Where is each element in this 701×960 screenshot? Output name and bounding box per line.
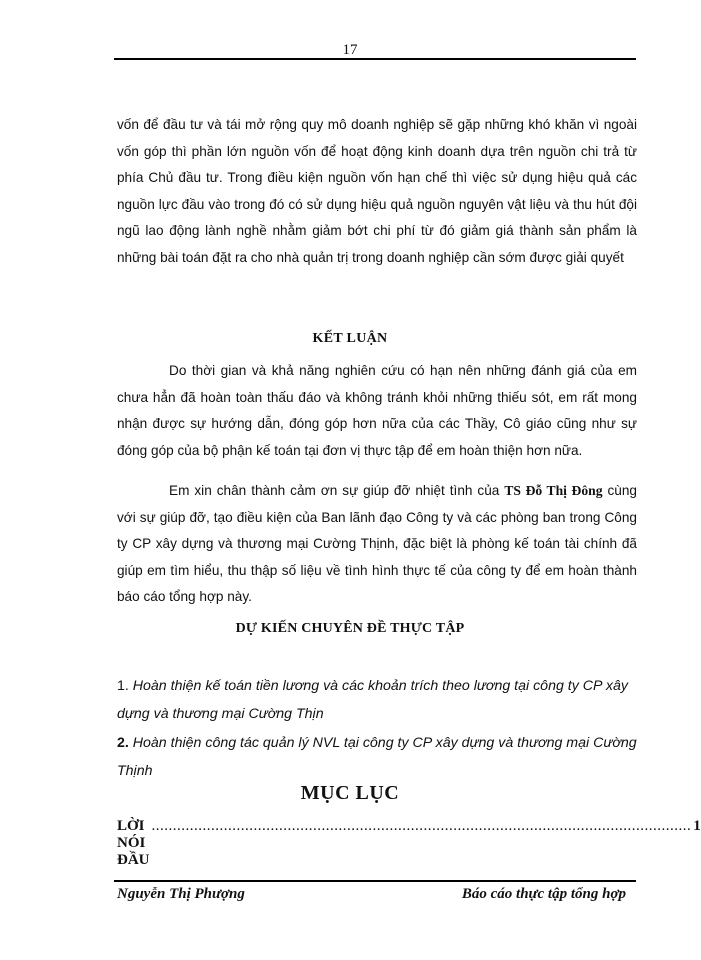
topic-title: Hoàn thiện kế toán tiền lương và các khoản trích theo lương tại công ty CP xây dựng và thương mại Cường Thịn xyxy=(117,678,628,722)
footer-rule xyxy=(114,880,636,882)
supervisor-name: TS Đỗ Thị Đông xyxy=(504,483,603,498)
topic-title: Hoàn thiện công tác quản lý NVL tại công ty CP xây dựng và thương mại Cường Thịnh xyxy=(117,735,637,779)
header-rule xyxy=(114,58,636,60)
footer-author: Nguyễn Thị Phượng xyxy=(117,886,245,902)
toc-page: 1 xyxy=(693,818,701,834)
toc-leader-dots: ............................................................................................................................... xyxy=(151,818,692,834)
topic-item-1 xyxy=(117,672,637,728)
paragraph-conclusion-2 xyxy=(117,478,637,611)
footer-report-type: Báo cáo thực tập tổng hợp xyxy=(461,886,626,902)
thanks-text-before: Em xin chân thành cảm ơn sự giúp đỡ nhiệt tình của xyxy=(169,483,505,498)
paragraph-continuation: vốn để đầu tư và tái mở rộng quy mô doanh nghiệp sẽ gặp những khó khăn vì ngoài vốn góp thì phần lớn nguồn vốn để hoạt động kinh doanh dựa trên nguồn chi trả từ phía Chủ đầu tư. Trong điều kiện nguồn vốn hạn chế thì việc sử dụng hiệu quả các nguồn lực đầu vào trong đó có sử dụng hiệu quả nguồn nguyên vật liệu và thu hút đội ngũ lao động lành nghề nhằm giảm bớt chi phí từ đó giảm giá thành sản phẩm là những bài toán đặt ra cho nhà quản trị trong doanh nghiệp cần sớm được giải quyết xyxy=(117,117,637,265)
paragraph-conclusion-1: Do thời gian và khả năng nghiên cứu có hạn nên những đánh giá của em chưa hẳn đã hoàn toàn thấu đáo và không tránh khỏi những thiếu sót, em rất mong nhận được sự hướng dẫn, đóng góp hơn nữa của các Thầy, Cô giáo cũng như sự đóng góp của bộ phận kế toán tại đơn vị thực tập để em hoàn thiện hơn nữa. xyxy=(117,363,637,458)
heading-conclusion: KẾT LUẬN xyxy=(312,331,388,346)
toc-title: LỜI NÓI ĐẦU xyxy=(117,818,150,868)
heading-proposed-topics: DỰ KIẾN CHUYÊN ĐỀ THỰC TẬP xyxy=(235,621,465,636)
topic-item-2 xyxy=(117,729,637,785)
thanks-text-after: cùng với sự giúp đỡ, tạo điều kiện của Ban lãnh đạo Công ty và các phòng ban trong Công ty CP xây dựng và thương mại Cường Thịnh, đặc biệt là phòng kế toán tài chính đã giúp em tìm hiểu, thu thập số liệu về tình hình thực tế của công ty để em hoàn thành báo cáo tổng hợp này. xyxy=(117,483,637,604)
heading-contents: MỤC LỤC xyxy=(300,782,400,804)
topic-number: 1. xyxy=(117,678,133,694)
toc-row[interactable] xyxy=(117,818,701,869)
topic-number: 2. xyxy=(117,735,133,751)
page-number: 17 xyxy=(342,42,358,58)
